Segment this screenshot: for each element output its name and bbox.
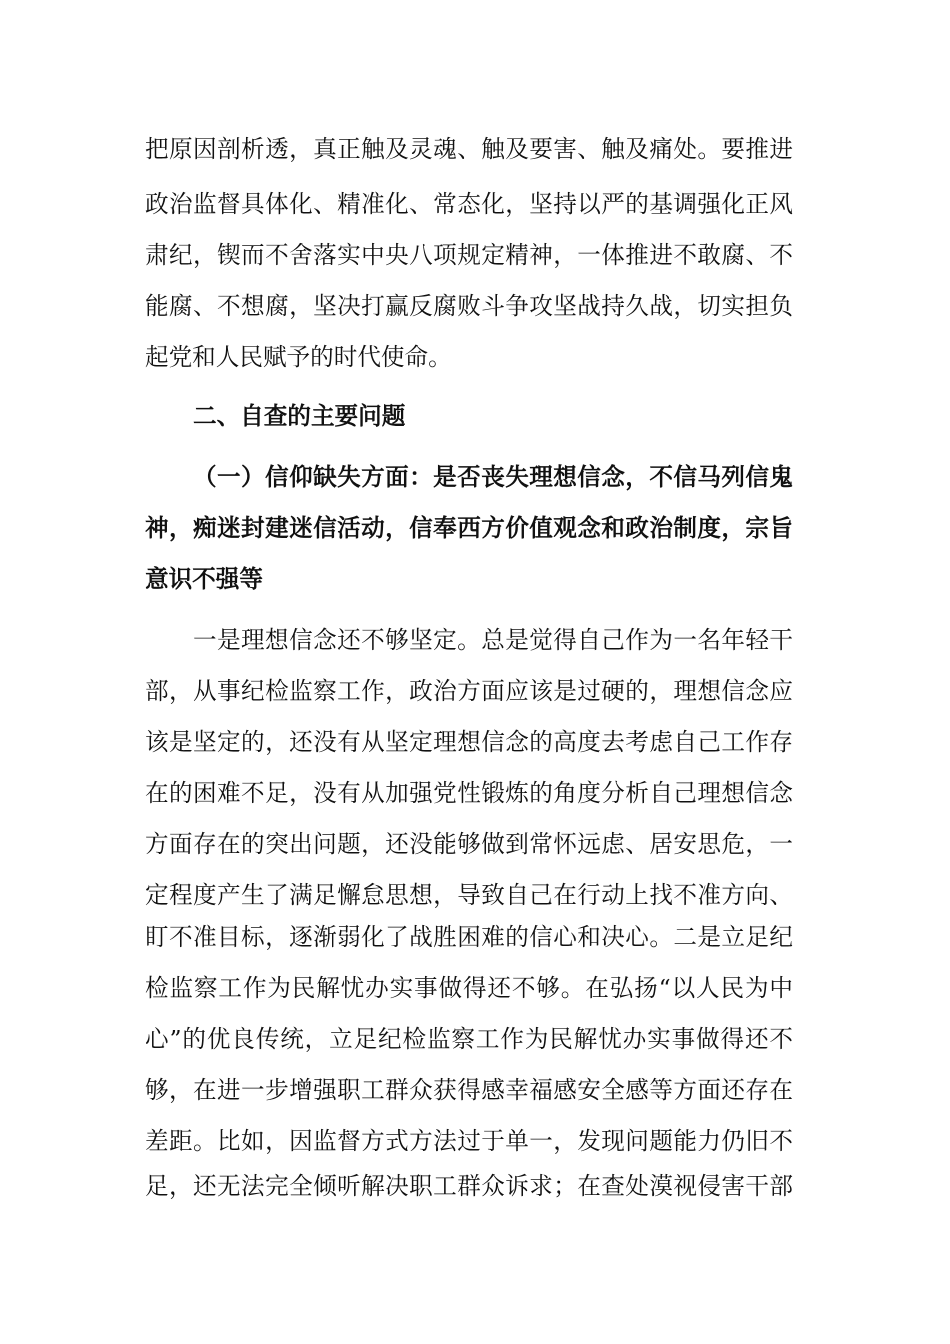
text-line: 足，还无法完全倾听解决职工群众诉求；在查处漠视侵害干部 — [145, 1172, 793, 1200]
text-line: 起党和人民赋予的时代使命。 — [145, 343, 452, 371]
text-line: 检监察工作为民解忧办实事做得还不够。在弘扬“以人民为中 — [145, 974, 793, 1002]
text-line: 定程度产生了满足懈怠思想，导致自己在行动上找不准方向、 — [145, 881, 793, 909]
text-line: 政治监督具体化、精准化、常态化，坚持以严的基调强化正风 — [145, 190, 793, 218]
text-line: 该是坚定的，还没有从坚定理想信念的高度去考虑自己工作存 — [145, 728, 793, 756]
text-line: 把原因剖析透，真正触及灵魂、触及要害、触及痛处。要推进 — [145, 135, 793, 163]
subheading-line: 神，痴迷封建迷信活动，信奉西方价值观念和政治制度，宗旨 — [145, 514, 793, 542]
text-line: 一是理想信念还不够坚定。总是觉得自己作为一名年轻干 — [193, 626, 793, 654]
text-line: 差距。比如，因监督方式方法过于单一，发现问题能力仍旧不 — [145, 1127, 793, 1155]
text-line: 盯不准目标，逐渐弱化了战胜困难的信心和决心。二是立足纪 — [145, 923, 793, 951]
text-line: 够，在进一步增强职工群众获得感幸福感安全感等方面还存在 — [145, 1076, 793, 1104]
text-line: 肃纪，锲而不舍落实中央八项规定精神，一体推进不敢腐、不 — [145, 241, 793, 269]
text-line: 在的困难不足，没有从加强党性锻炼的角度分析自己理想信念 — [145, 779, 793, 807]
subheading-line: 意识不强等 — [145, 565, 263, 593]
subheading-line: （一）信仰缺失方面：是否丧失理想信念，不信马列信鬼 — [193, 463, 793, 491]
text-line: 部，从事纪检监察工作，政治方面应该是过硬的，理想信念应 — [145, 677, 793, 705]
section-heading: 二、自查的主要问题 — [193, 402, 406, 430]
text-line: 心”的优良传统，立足纪检监察工作为民解忧办实事做得还不 — [145, 1025, 793, 1053]
text-line: 能腐、不想腐，坚决打赢反腐败斗争攻坚战持久战，切实担负 — [145, 292, 793, 320]
text-line: 方面存在的突出问题，还没能够做到常怀远虑、居安思危，一 — [145, 830, 793, 858]
